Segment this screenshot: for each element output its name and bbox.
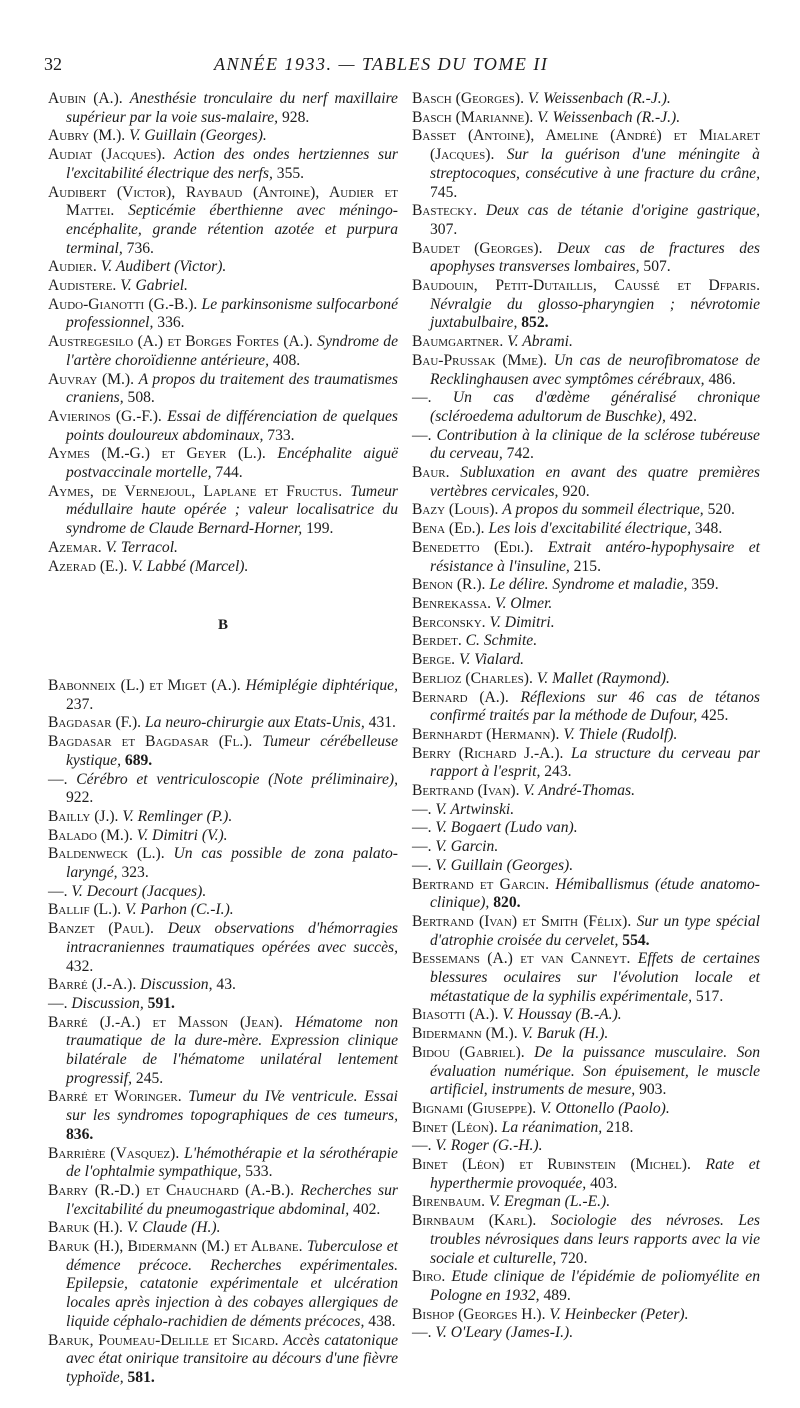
index-entry — [412, 520, 760, 539]
entry-authors: Bertrand et Garcin. — [412, 875, 549, 893]
index-entry — [48, 714, 398, 733]
index-entry — [48, 558, 398, 577]
entry-authors: Azerad (E.). — [48, 557, 128, 575]
entry-authors: Basch (Georges). — [412, 90, 524, 107]
index-entry — [48, 1238, 398, 1332]
index-entry — [48, 771, 398, 808]
entry-title: V. Eregman (L.-E.). — [488, 1193, 611, 1211]
entry-page: 733. — [267, 426, 295, 444]
entry-title: V. Claude (H.). — [126, 1219, 221, 1237]
entry-page: 533. — [245, 1163, 273, 1181]
entry-authors: Baruk, Poumeau-Delille et Sicard. — [48, 1331, 279, 1349]
entry-authors: —. — [412, 426, 432, 444]
entry-page: 820. — [493, 894, 521, 912]
index-entry — [48, 920, 398, 976]
entry-page: 43. — [216, 976, 236, 994]
entry-authors: Bazy (Louis). — [412, 501, 499, 519]
index-entry — [412, 1100, 760, 1119]
entry-title: Effets de certaines blessures oculaires sur l'évolution locale et métastatique de la syphilis expérimentale, — [430, 950, 760, 1005]
entry-authors: Audibert (Victor), Raybaud (Antoine), Audier et Mattei. — [48, 183, 398, 220]
entry-authors: Banzet (Paul). — [48, 920, 154, 938]
entry-authors: Barré et Woringer. — [48, 1088, 182, 1106]
index-entry — [412, 876, 760, 913]
entry-authors: —. — [412, 389, 432, 407]
index-entry — [412, 1324, 760, 1343]
index-entry — [48, 827, 398, 846]
entry-title: V. Olmer. — [495, 594, 553, 612]
entry-title: V. Guillain (Georges). — [435, 856, 574, 874]
index-entry — [412, 857, 760, 876]
entry-title: V. Weissenbach (R.-J.). — [537, 108, 681, 126]
entry-authors: Audier. — [48, 258, 97, 276]
entry-title: Un cas d'œdème généralisé chronique (scléroedema adultorum de Buschke), — [430, 389, 760, 425]
index-entry — [412, 1044, 760, 1100]
index-entry — [48, 845, 398, 882]
entry-authors: Bagdasar (F.). — [48, 714, 142, 732]
index-entry — [412, 464, 760, 501]
entry-title: V. Dimitri. — [489, 613, 555, 631]
entry-authors: Binet (Léon). — [412, 1118, 498, 1136]
entry-authors: Bertrand (Ivan). — [412, 782, 520, 800]
index-entry — [48, 483, 398, 539]
index-entry — [48, 258, 398, 277]
entry-title: Syndrome de l'artère choroïdienne antérieure, — [66, 333, 399, 369]
entry-title: Accès catatonique avec état onirique transitoire au décours d'une fièvre typhoïde, — [66, 1331, 398, 1386]
entry-title: V. Artwinski. — [435, 800, 515, 818]
entry-title: Discussion, — [140, 976, 213, 994]
entry-page: 438. — [368, 1312, 396, 1330]
entry-title: Deux cas de fractures des apophyses transverses lombaires, — [430, 239, 760, 276]
entry-title: V. Roger (G.-H.). — [435, 1137, 543, 1155]
entry-title: Etude clinique de l'épidémie de poliomyélite en Pologne en 1932, — [430, 1268, 760, 1304]
entry-authors: Binet (Léon) et Rubinstein (Michel). — [412, 1156, 691, 1174]
entry-title: Recherches sur l'excitabilité du pneumogastrique abdominal, — [66, 1181, 398, 1218]
entry-title: V. Remlinger (P.). — [122, 807, 233, 825]
entry-title: V. Mallet (Raymond). — [536, 669, 670, 687]
entry-authors: —. — [412, 1137, 432, 1155]
index-entry — [48, 296, 398, 333]
index-entry — [412, 109, 760, 128]
page-number: 32 — [44, 54, 62, 74]
entry-authors: Benon (R.). — [412, 576, 486, 594]
entry-authors: Berry (Richard J.-A.). — [412, 744, 564, 762]
entry-title: A propos du traitement des traumatismes craniens, — [66, 370, 399, 407]
entry-page: 520. — [707, 501, 735, 519]
index-entry — [48, 976, 398, 995]
index-entry — [48, 1088, 398, 1144]
index-entry — [48, 184, 398, 259]
index-entry — [412, 427, 760, 464]
entry-page: 218. — [606, 1118, 634, 1136]
entry-title: Sociologie des névroses. Les troubles névrosiques dans leurs rapports avec la vie sociale et culturelle, — [430, 1212, 761, 1267]
entry-page: 425. — [701, 707, 729, 725]
entry-page: 554. — [622, 931, 650, 949]
entry-title: De la puissance musculaire. Son évaluation numérique. Son épuisement, le muscle artificiel, instruments de mesure, — [430, 1043, 760, 1099]
entry-title: Le parkinsonisme sulfocarboné professionnel, — [66, 295, 398, 332]
entry-title: V. Parhon (C.-I.). — [125, 901, 234, 919]
index-entry — [48, 277, 398, 296]
index-entry — [412, 595, 760, 614]
entry-authors: Benrekassa. — [412, 594, 492, 612]
entry-authors: Ballif (L.). — [48, 901, 122, 919]
index-entry — [48, 127, 398, 146]
entry-authors: Benedetto (Edi.). — [412, 538, 534, 556]
left-column — [48, 90, 398, 1388]
index-entry — [48, 808, 398, 827]
entry-authors: Birenbaum. — [412, 1193, 485, 1211]
entry-authors: Audiat (Jacques). — [48, 146, 166, 164]
index-entry — [48, 1014, 398, 1089]
entry-page: 348. — [694, 520, 723, 538]
entry-title: Un cas possible de zona palato-laryngé, — [66, 845, 398, 882]
entry-authors: Berdet. — [412, 632, 462, 650]
index-entry — [412, 501, 760, 520]
index-entry — [48, 995, 398, 1014]
index-entry — [412, 838, 760, 857]
entry-title: V. Labbé (Marcel). — [131, 557, 249, 575]
entry-title: C. Schmite. — [465, 632, 538, 650]
entry-authors: Bertrand (Ivan) et Smith (Félix). — [412, 912, 632, 930]
entry-authors: Berge. — [412, 651, 456, 669]
entry-title: Hémiplégie diphtérique, — [245, 676, 398, 694]
entry-title: Discussion, — [71, 994, 144, 1012]
entry-title: Deux observations d'hémorragies intracraniennes traumatiques opérées avec succès, — [66, 920, 398, 956]
entry-authors: Berlioz (Charles). — [412, 669, 533, 687]
index-entry — [412, 389, 760, 426]
index-entry — [412, 1025, 760, 1044]
index-entry — [412, 1306, 760, 1325]
right-column — [412, 90, 760, 1343]
entry-title: V. Abrami. — [507, 333, 573, 351]
entry-title: V. Ottonello (Paolo). — [540, 1099, 670, 1117]
entry-authors: Barry (R.-D.) et Chauchard (A.-B.). — [48, 1181, 295, 1199]
entry-authors: Bignami (Giuseppe). — [412, 1099, 537, 1117]
index-entry — [48, 90, 398, 127]
index-entry — [48, 539, 398, 558]
page-header — [44, 54, 756, 80]
entry-title: Extrait antéro-hypophysaire et résistance à l'insuline, — [430, 538, 760, 575]
entry-authors: Baumgartner. — [412, 333, 504, 351]
entry-page: 403. — [590, 1174, 618, 1192]
index-entry — [412, 277, 760, 333]
entry-page: 492. — [669, 407, 698, 425]
entry-title: V. Decourt (Jacques). — [71, 882, 207, 900]
entry-page: 745. — [430, 183, 458, 201]
entry-page: 486. — [708, 370, 736, 388]
entry-title: Sur un type spécial d'atrophie croisée du cervelet, — [430, 912, 760, 949]
entry-title: L'hémothérapie et la sérothérapie de l'ophtalmie sympathique, — [66, 1144, 398, 1181]
entry-page: 402. — [353, 1200, 381, 1218]
entry-page: 323. — [121, 864, 149, 882]
entry-page: 507. — [643, 258, 671, 276]
index-entry — [412, 1006, 760, 1025]
index-entry — [48, 883, 398, 902]
entry-title: Subluxation en avant des quatre premières vertèbres cervicales, — [430, 464, 760, 500]
entry-title: Sur la guérison d'une méningite à streptocoques, consécutive à une fracture du crâne, — [430, 146, 760, 182]
entry-page: 742. — [506, 445, 534, 463]
index-entry — [48, 677, 398, 714]
entry-authors: Baruk (H.), Bidermann (M.) et Albane. — [48, 1238, 303, 1256]
index-entry — [48, 371, 398, 408]
entry-authors: Bena (Ed.). — [412, 520, 485, 538]
entry-page: 237. — [66, 695, 94, 713]
entry-authors: —. — [412, 838, 432, 856]
entry-title: A propos du sommeil électrique, — [502, 501, 704, 519]
index-entry — [48, 733, 398, 770]
entry-authors: —. — [412, 819, 432, 837]
entry-authors: Avierinos (G.-F.). — [48, 407, 162, 425]
index-entry — [412, 1137, 760, 1156]
entry-page: 215. — [573, 557, 601, 575]
index-entry — [412, 333, 760, 352]
index-entry — [412, 1268, 760, 1305]
index-entry — [48, 408, 398, 445]
entry-page: 199. — [306, 520, 334, 538]
entry-title: V. André-Thomas. — [523, 782, 636, 800]
index-entry — [412, 202, 760, 239]
entry-page: 581. — [127, 1369, 155, 1386]
entry-page: 836. — [66, 1125, 94, 1143]
entry-title: Action des ondes hertziennes sur l'excitabilité électrique des nerfs, — [66, 146, 398, 182]
entry-authors: Bau-Prussak (Mme). — [412, 351, 548, 369]
entry-authors: Aymes, de Vernejoul, Laplane et Fructus. — [48, 482, 343, 500]
entry-authors: Aubry (M.). — [48, 127, 126, 145]
entry-authors: Azemar. — [48, 538, 102, 556]
entry-title: V. Audibert (Victor). — [100, 258, 227, 276]
index-entry — [412, 614, 760, 633]
entry-title: Réflexions sur 46 cas de tétanos confirmé traités par la méthode de Dufour, — [430, 688, 760, 725]
entry-authors: Bernhardt (Hermann). — [412, 725, 560, 743]
entry-page: 736. — [126, 239, 154, 257]
index-entry — [412, 913, 760, 950]
entry-authors: —. — [412, 856, 432, 874]
entry-authors: Aubin (A.). — [48, 90, 123, 107]
entry-authors: Audo-Gianotti (G.-B.). — [48, 295, 198, 313]
entry-title: V. Bogaert (Ludo van). — [435, 819, 578, 837]
entry-authors: —. — [48, 882, 68, 900]
entry-page: 591. — [147, 994, 175, 1012]
index-entry — [48, 146, 398, 183]
entry-authors: Biro. — [412, 1268, 446, 1286]
index-entry — [412, 950, 760, 1006]
entry-title: Essai de différenciation de quelques points douloureux abdominaux, — [66, 407, 398, 444]
entry-title: Anesthésie tronculaire du nerf maxillaire supérieur par la voie sus-malaire, — [66, 90, 398, 126]
entry-authors: Basch (Marianne). — [412, 108, 534, 126]
entry-title: V. Weissenbach (R.-J.). — [527, 90, 671, 107]
entry-title: V. Gabriel. — [120, 277, 188, 295]
entry-title: La neuro-chirurgie aux Etats-Unis, — [145, 714, 365, 732]
entry-title: Un cas de neurofibromatose de Recklinghausen avec symptômes cérébraux, — [430, 351, 760, 388]
entry-title: V. Garcin. — [435, 838, 499, 856]
entry-authors: —. — [48, 770, 68, 788]
entry-title: Névralgie du glosso-pharyngien ; névrotomie juxtabulbaire, — [430, 295, 760, 332]
entry-title: Cérébro et ventriculoscopie (Note préliminaire), — [76, 770, 398, 788]
entry-page: 336. — [157, 314, 185, 332]
entry-title: Deux cas de tétanie d'origine gastrique, — [485, 202, 760, 220]
index-entry — [48, 1219, 398, 1238]
index-entry — [412, 576, 760, 595]
entry-title: V. Houssay (B.-A.). — [502, 1006, 622, 1024]
running-title: ANNÉE 1933. — TABLES DU TOME II — [214, 54, 549, 74]
entry-title: V. Heinbecker (Peter). — [549, 1305, 689, 1323]
entry-authors: Auvray (M.). — [48, 370, 134, 388]
index-entry — [48, 333, 398, 370]
entry-page: 517. — [695, 987, 724, 1005]
entry-page: 508. — [127, 389, 155, 407]
index-entry — [412, 670, 760, 689]
entry-authors: Bernard (A.). — [412, 688, 509, 706]
entry-authors: Barré (J.-A.) et Masson (Jean). — [48, 1013, 283, 1031]
index-entry — [412, 352, 760, 389]
entry-authors: Baudouin, Petit-Dutaillis, Caussé et Dfparis. — [412, 277, 760, 295]
entry-title: Le délire. Syndrome et maladie, — [489, 576, 688, 594]
entry-page: 432. — [66, 957, 94, 975]
entry-authors: Barré (J.-A.). — [48, 976, 137, 994]
index-entry — [412, 1119, 760, 1138]
entry-title: V. Thiele (Rudolf). — [563, 725, 678, 743]
entry-page: 307. — [430, 220, 458, 238]
index-entry — [48, 1332, 398, 1388]
entry-page: 903. — [639, 1081, 667, 1099]
entry-page: 489. — [543, 1287, 571, 1304]
entry-title: V. Guillain (Georges). — [129, 127, 267, 145]
index-entry — [412, 240, 760, 277]
entry-page: 359. — [691, 576, 719, 594]
index-entry — [48, 901, 398, 920]
entry-page: 243. — [544, 763, 572, 781]
index-entry — [48, 445, 398, 482]
entry-title: Rate et hyperthermie provoquée, — [430, 1156, 761, 1192]
entry-authors: Baur. — [412, 464, 450, 482]
entry-page: 431. — [368, 714, 396, 732]
section-letter: B — [217, 617, 228, 634]
entry-page: 689. — [124, 751, 153, 769]
entry-page: 920. — [562, 482, 590, 500]
entry-authors: Basset (Antoine), Ameline (André) et Mialaret (Jacques). — [412, 127, 760, 164]
index-entry — [412, 782, 760, 801]
entry-title: Hémiballismus (étude anatomo-clinique), — [430, 875, 761, 912]
entry-authors: Baruk (H.). — [48, 1219, 123, 1237]
index-entry — [412, 651, 760, 670]
entry-page: 720. — [560, 1249, 588, 1267]
entry-title: V. O'Leary (James-I.). — [435, 1324, 574, 1342]
entry-authors: —. — [412, 800, 432, 818]
index-entry — [412, 726, 760, 745]
entry-authors: Birnbaum (Karl). — [412, 1212, 537, 1230]
entry-title: Septicémie éberthienne avec méningo-encéphalite, grande rétention azotée et purpura terminal, — [66, 202, 399, 257]
entry-authors: Berconsky. — [412, 613, 486, 631]
index-entry — [412, 801, 760, 820]
index-entry — [412, 1212, 760, 1268]
index-entry — [412, 127, 760, 202]
entry-title: V. Dimitri (V.). — [136, 826, 228, 844]
entry-authors: Barrière (Vasquez). — [48, 1144, 180, 1162]
entry-title: V. Vialard. — [458, 651, 525, 669]
entry-authors: Bishop (Georges H.). — [412, 1305, 546, 1323]
entry-authors: Biasotti (A.). — [412, 1006, 499, 1024]
entry-page: 408. — [272, 351, 301, 369]
entry-authors: —. — [48, 994, 68, 1012]
entry-title: Hématome non traumatique de la dure-mère. Expression clinique bilatérale de l'hématome unilatéral lentement progressif, — [66, 1013, 398, 1087]
entry-authors: Audistere. — [48, 277, 117, 295]
entry-authors: Bagdasar et Bagdasar (Fl.). — [48, 733, 253, 751]
entry-authors: Babonneix (L.) et Miget (A.). — [48, 676, 241, 694]
index-entry — [412, 539, 760, 576]
entry-authors: Balado (M.). — [48, 826, 133, 844]
index-entry — [48, 1145, 398, 1182]
entry-title: La structure du cerveau par rapport à l'esprit, — [430, 744, 760, 781]
entry-page: 245. — [135, 1069, 164, 1087]
index-entry — [412, 632, 760, 651]
index-entry — [412, 1193, 760, 1212]
entry-title: V. Terracol. — [105, 538, 178, 556]
entry-page: 922. — [66, 789, 94, 807]
entry-authors: Bidermann (M.). — [412, 1025, 518, 1043]
index-entry — [412, 745, 760, 782]
entry-authors: Aymes (M.-G.) et Geyer (L.). — [48, 445, 266, 463]
entry-authors: Baldenweck (L.). — [48, 845, 165, 863]
entry-title: Tumeur du IVe ventricule. Essai sur les syndromes topographiques de ces tumeurs, — [66, 1088, 398, 1125]
index-entry — [48, 1182, 398, 1219]
entry-title: V. Baruk (H.). — [521, 1025, 609, 1043]
entry-title: Contribution à la clinique de la sclérose tubéreuse du cerveau, — [430, 426, 760, 463]
entry-authors: Austregesilo (A.) et Borges Fortes (A.). — [48, 333, 313, 351]
index-entry — [412, 689, 760, 726]
entry-title: Tumeur cérébelleuse kystique, — [66, 733, 399, 769]
entry-page: 355. — [276, 164, 305, 182]
entry-page: 928. — [282, 108, 310, 126]
entry-authors: Bidou (Gabriel). — [412, 1043, 525, 1061]
entry-page: 852. — [521, 314, 549, 332]
entry-title: Tuberculose et démence précoce. Recherches expérimentales. Epilepsie, catatonie expérimentale et ulcération locales après injection à des cobayes allergiques de liquide céphalo-rachidien de déments précoces, — [66, 1238, 398, 1330]
index-entry — [412, 90, 760, 109]
index-entry — [412, 819, 760, 838]
entry-title: Tumeur médullaire haute opérée ; valeur localisatrice du syndrome de Claude Bernard-Horner, — [66, 482, 398, 538]
entry-page: 744. — [215, 464, 243, 482]
entry-authors: —. — [412, 1324, 432, 1342]
entry-title: Encéphalite aiguë postvaccinale mortelle, — [66, 445, 398, 482]
entry-title: La réanimation, — [501, 1118, 603, 1136]
entry-title: Les lois d'excitabilité électrique, — [488, 520, 692, 538]
entry-authors: Baudet (Georges). — [412, 239, 543, 257]
index-entry — [412, 1156, 760, 1193]
entry-authors: Bailly (J.). — [48, 807, 119, 825]
entry-authors: Bessemans (A.) et van Canneyt. — [412, 950, 631, 968]
entry-authors: Bastecky. — [412, 202, 478, 220]
